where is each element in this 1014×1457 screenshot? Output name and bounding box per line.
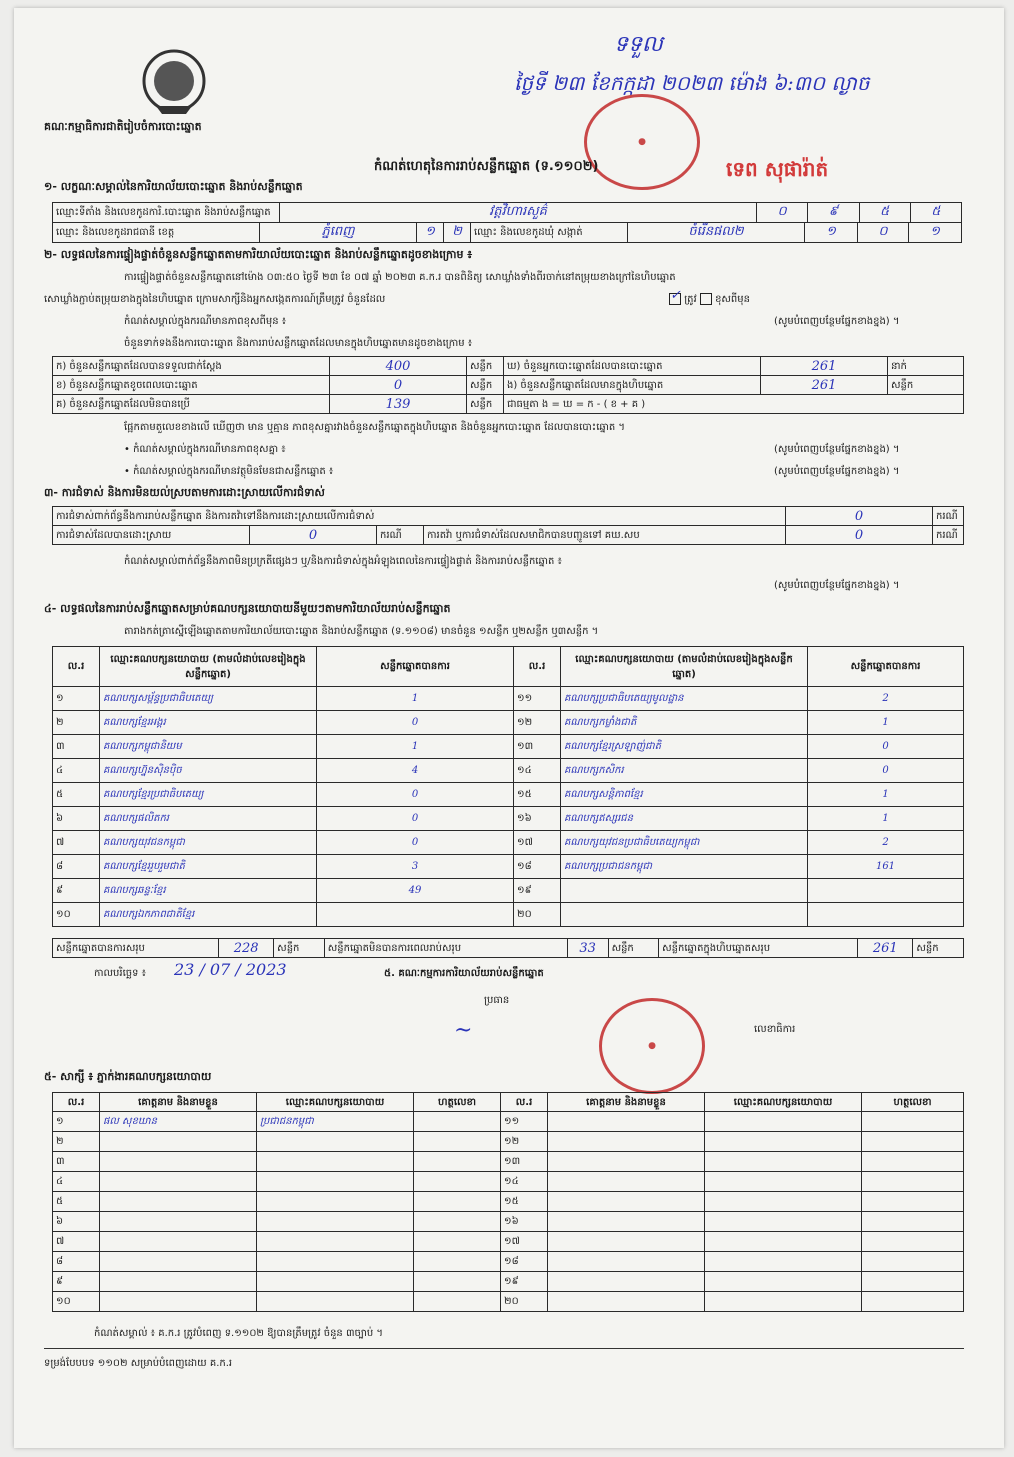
results-right-no: ១២ bbox=[514, 711, 561, 735]
witness-left-sign bbox=[414, 1112, 501, 1132]
witness-col-party-right: ឈ្មោះគណបក្សនយោបាយ bbox=[705, 1093, 862, 1112]
results-right-no: ១៣ bbox=[514, 735, 561, 759]
form-note: ទម្រង់បែបបទ ១១០២ សម្រាប់បំពេញដោយ គ.ក.រ bbox=[44, 1358, 233, 1369]
results-left-no: ៦ bbox=[53, 807, 100, 831]
row1-code-3: ៥ bbox=[859, 203, 910, 223]
witness-right-name bbox=[548, 1292, 705, 1312]
row1-value: វត្តវិហារសួគ៌ bbox=[280, 203, 757, 223]
results-right-party: គណបក្សកសិករ bbox=[561, 759, 808, 783]
witness-left-party bbox=[257, 1172, 414, 1192]
row1-code-2: ៩ bbox=[808, 203, 859, 223]
witness-left-sign bbox=[414, 1232, 501, 1252]
witness-col-sign-right: ហត្ថលេខា bbox=[862, 1093, 964, 1112]
witness-left-sign bbox=[414, 1152, 501, 1172]
results-row bbox=[53, 831, 964, 855]
count-d-value: 261 bbox=[761, 357, 888, 376]
footnote: កំណត់សម្គាល់ ៖ គ.ក.រ ត្រូវបំពេញ ទ.១១០២ ឱ្យបានត្រឹមត្រូវ ចំនួន ៣ច្បាប់ ។ bbox=[94, 1328, 383, 1339]
witness-right-sign bbox=[862, 1232, 964, 1252]
results-left-party: គណបក្សហ្វ៊ុនស៊ិនប៉ិច bbox=[100, 759, 317, 783]
results-left-party: គណបក្សយុវជនកម្ពុជា bbox=[100, 831, 317, 855]
received-by: ទេព សុផារ៉ាត់ bbox=[726, 157, 829, 181]
results-left-party: គណបក្សឯកភាពជាតិខ្មែរ bbox=[100, 903, 317, 927]
chair-label: ប្រធាន bbox=[484, 995, 510, 1006]
witness-row bbox=[53, 1192, 964, 1212]
witness-row bbox=[53, 1112, 964, 1132]
not-ok-checkbox[interactable] bbox=[700, 293, 712, 305]
counts-intro: ចំនួនទាក់ទងនឹងការបោះឆ្នោត និងការរាប់សន្លឹកឆ្នោតដែលមានក្នុងហិបឆ្នោតមានដូចខាងក្រោម ៖ bbox=[124, 338, 473, 349]
witness-right-sign bbox=[862, 1152, 964, 1172]
count-a-unit: សន្លឹក bbox=[467, 357, 504, 376]
results-col-no: ល.រ bbox=[53, 647, 100, 687]
ok-label: ត្រូវ bbox=[684, 294, 697, 305]
ok-checkbox[interactable]: ✓ bbox=[670, 288, 681, 303]
results-left-votes: 0 bbox=[317, 783, 514, 807]
witness-col-party: ឈ្មោះគណបក្សនយោបាយ bbox=[257, 1093, 414, 1112]
received-note: ទទួល bbox=[614, 32, 663, 57]
witness-left-party bbox=[257, 1212, 414, 1232]
objection-r2-label: ការជំទាស់ដែលបានដោះស្រាយ bbox=[53, 526, 250, 545]
objection-r2-label2: ការតវ៉ា ឬការជំទាស់ដែលសមាជិកបានបញ្ជូនទៅ គឃ.សប bbox=[424, 526, 786, 545]
row2-code2-1: ១ bbox=[805, 223, 858, 243]
results-left-votes: 4 bbox=[317, 759, 514, 783]
results-left-party: គណបក្សផលិតករ bbox=[100, 807, 317, 831]
section2-heading: ២- លទ្ធផលនៃការផ្ទៀងផ្ទាត់ចំនួនសន្លឹកឆ្នោតតាមការិយាល័យបោះឆ្នោត និងរាប់សន្លឹកឆ្នោតដូចខាងក្រោម ៖ bbox=[44, 248, 473, 261]
total-valid-label: សន្លឹកឆ្នោតបានការសរុប bbox=[53, 939, 219, 958]
bullet-difference-fill: (សូមបំពេញបន្ថែមផ្នែកខាងខ្នង) ។ bbox=[774, 444, 900, 455]
total-invalid-value: 33 bbox=[567, 939, 608, 958]
results-right-party: គណបក្សប្រជាជនកម្ពុជា bbox=[561, 855, 808, 879]
section4-heading: ៤- លទ្ធផលនៃការរាប់សន្លឹកឆ្នោតសម្រាប់គណបក្សនយោបាយនីមួយៗតាមការិយាល័យរាប់សន្លឹកឆ្នោត bbox=[44, 602, 451, 615]
document-sheet bbox=[14, 8, 1004, 1448]
row2-code2-3: ១ bbox=[909, 223, 962, 243]
witness-left-sign bbox=[414, 1172, 501, 1192]
committee-signoff: ៥. គណៈកម្មការការិយាល័យរាប់សន្លឹកឆ្នោត bbox=[384, 968, 544, 979]
witness-right-sign bbox=[862, 1292, 964, 1312]
witness-table bbox=[52, 1092, 964, 1312]
count-e-unit: សន្លឹក bbox=[888, 376, 964, 395]
row2-code-2: ២ bbox=[444, 223, 471, 243]
results-col-votes: សន្លឹកឆ្នោតបានការ bbox=[317, 647, 514, 687]
witness-right-sign bbox=[862, 1212, 964, 1232]
witness-right-name bbox=[548, 1152, 705, 1172]
witness-right-name bbox=[548, 1192, 705, 1212]
totals-table bbox=[52, 938, 964, 958]
received-stamp: ● bbox=[584, 94, 700, 190]
results-row bbox=[53, 903, 964, 927]
witness-left-party bbox=[257, 1152, 414, 1172]
count-c-label: គ) ចំនួនសន្លឹកឆ្នោតដែលមិនបានប្រើ bbox=[53, 395, 330, 414]
witness-right-party bbox=[705, 1172, 862, 1192]
committee-name: គណៈកម្មាធិការជាតិរៀបចំការបោះឆ្នោត bbox=[44, 120, 202, 133]
witness-left-no: ១០ bbox=[53, 1292, 100, 1312]
witness-right-party bbox=[705, 1152, 862, 1172]
row2-value2: ចំរើនផល២ bbox=[628, 223, 805, 243]
witness-left-no: ២ bbox=[53, 1132, 100, 1152]
results-right-votes: 2 bbox=[808, 831, 964, 855]
objection-r1-value: 0 bbox=[786, 507, 933, 526]
witness-right-no: ១៩ bbox=[501, 1272, 548, 1292]
count-a-label: ក) ចំនួនសន្លឹកឆ្នោតដែលបានទទួលជាក់ស្តែង bbox=[53, 357, 330, 376]
results-left-votes: 1 bbox=[317, 687, 514, 711]
chair-signature: ~ bbox=[454, 1018, 473, 1043]
witness-right-name bbox=[548, 1232, 705, 1252]
counts-table bbox=[52, 356, 964, 414]
witness-left-no: ៥ bbox=[53, 1192, 100, 1212]
witness-row bbox=[53, 1272, 964, 1292]
objection-r1-unit: ករណី bbox=[933, 507, 964, 526]
results-left-no: ៧ bbox=[53, 831, 100, 855]
witness-row bbox=[53, 1232, 964, 1252]
results-left-no: ៥ bbox=[53, 783, 100, 807]
bullet-difference: • កំណត់សម្គាល់ក្នុងករណីមានភាពខុសគ្នា ៖ bbox=[124, 444, 286, 455]
results-left-votes: 0 bbox=[317, 831, 514, 855]
witness-left-sign bbox=[414, 1192, 501, 1212]
section1-heading: ១- លក្ខណៈសម្គាល់នៃការិយាល័យបោះឆ្នោត និងរាប់សន្លឹកឆ្នោត bbox=[44, 180, 303, 193]
committee-emblem bbox=[134, 46, 214, 116]
total-valid-value: 228 bbox=[219, 939, 274, 958]
section2-intro2: សោឃ្លាំងភ្ជាប់តម្រុយខាងក្នុងនៃហិបឆ្នោត ក្រោមសាក្សីនិងអ្នកសង្កេតការណ៍ត្រឹមត្រូវ ចំនួនដែល bbox=[44, 294, 386, 305]
witness-right-name bbox=[548, 1252, 705, 1272]
total-box-unit: សន្លឹក bbox=[913, 939, 964, 958]
results-right-votes: 1 bbox=[808, 807, 964, 831]
results-col-party: ឈ្មោះគណបក្សនយោបាយ (តាមលំដាប់លេខរៀងក្នុងសន្លឹកឆ្នោត) bbox=[100, 647, 317, 687]
section2-fill-note: (សូមបំពេញបន្ថែមផ្នែកខាងខ្នង) ។ bbox=[774, 316, 900, 327]
bullet-foreign-fill: (សូមបំពេញបន្ថែមផ្នែកខាងខ្នង) ។ bbox=[774, 466, 900, 477]
row1-label: ឈ្មោះទីតាំង និងលេខកូដការិ.បោះឆ្នោត និងរាប់សន្លឹកឆ្នោត bbox=[53, 203, 280, 223]
objection-r2-unit: ករណី bbox=[377, 526, 424, 545]
total-invalid-label: សន្លឹកឆ្នោតមិនបានការពេលរាប់សរុប bbox=[324, 939, 567, 958]
results-left-party: គណបក្សឆន្ទៈខ្មែរ bbox=[100, 879, 317, 903]
witness-left-no: ៨ bbox=[53, 1252, 100, 1272]
row1-code-1: ០ bbox=[757, 203, 808, 223]
results-col-party-right: ឈ្មោះគណបក្សនយោបាយ (តាមលំដាប់លេខរៀងក្នុងសន្លឹកឆ្នោត) bbox=[561, 647, 808, 687]
witness-left-party bbox=[257, 1292, 414, 1312]
witness-row bbox=[53, 1132, 964, 1152]
count-b-value: 0 bbox=[330, 376, 467, 395]
footer-divider bbox=[44, 1348, 964, 1349]
total-valid-unit: សន្លឹក bbox=[274, 939, 325, 958]
witness-right-name bbox=[548, 1212, 705, 1232]
results-right-votes bbox=[808, 903, 964, 927]
witness-left-sign bbox=[414, 1292, 501, 1312]
results-right-votes: 1 bbox=[808, 711, 964, 735]
witness-right-party bbox=[705, 1192, 862, 1212]
results-right-no: ១៥ bbox=[514, 783, 561, 807]
total-box-value: 261 bbox=[858, 939, 913, 958]
results-left-party: គណបក្សកម្ពុជានិយម bbox=[100, 735, 317, 759]
witness-left-no: ៤ bbox=[53, 1172, 100, 1192]
row2-code-1: ១ bbox=[417, 223, 444, 243]
witness-col-name: គោត្តនាម និងនាមខ្លួន bbox=[100, 1093, 257, 1112]
results-row bbox=[53, 879, 964, 903]
results-left-no: ៤ bbox=[53, 759, 100, 783]
witness-left-party bbox=[257, 1272, 414, 1292]
objection-r1-label: ការជំទាស់ពាក់ព័ន្ធនឹងការរាប់សន្លឹកឆ្នោត និងការតវ៉ាទៅនឹងការដោះស្រាយលើការជំទាស់ bbox=[53, 507, 786, 526]
section1-table bbox=[52, 202, 962, 223]
row2-label: ឈ្មោះ និងលេខកូដរាជធានី ខេត្ត bbox=[53, 223, 260, 243]
results-left-party: គណបក្សខ្មែរប្រជាធិបតេយ្យ bbox=[100, 783, 317, 807]
section3-note: កំណត់សម្គាល់ពាក់ព័ន្ធនឹងភាពមិនប្រក្រតីផ្សេងៗ ឬ/និងការជំទាស់ក្នុងអំឡុងពេលនៃការផ្ទៀងផ្ទាត់ និងការរាប់សន្លឹកឆ្នោត ៖ bbox=[124, 556, 562, 567]
total-invalid-unit: សន្លឹក bbox=[608, 939, 659, 958]
results-left-votes bbox=[317, 903, 514, 927]
results-left-no: ៨ bbox=[53, 855, 100, 879]
results-left-no: ៩ bbox=[53, 879, 100, 903]
section1-table-row2 bbox=[52, 222, 962, 243]
witness-row bbox=[53, 1292, 964, 1312]
witness-left-name bbox=[100, 1172, 257, 1192]
witness-left-no: ៣ bbox=[53, 1152, 100, 1172]
results-left-votes: 0 bbox=[317, 807, 514, 831]
count-b-unit: សន្លឹក bbox=[467, 376, 504, 395]
witness-right-name bbox=[548, 1172, 705, 1192]
count-c-value: 139 bbox=[330, 395, 467, 414]
results-row bbox=[53, 807, 964, 831]
witness-right-sign bbox=[862, 1252, 964, 1272]
results-left-party: គណបក្សខ្មែរអង្គរ bbox=[100, 711, 317, 735]
witness-right-name bbox=[548, 1132, 705, 1152]
witness-left-name bbox=[100, 1292, 257, 1312]
witness-left-name bbox=[100, 1252, 257, 1272]
objection-r2-unit2: ករណី bbox=[933, 526, 964, 545]
count-a-value: 400 bbox=[330, 357, 467, 376]
row2-value: ភ្នំពេញ bbox=[260, 223, 417, 243]
formula: ជាធម្មតា ង = ឃ = ក - ( ខ + គ ) bbox=[504, 395, 964, 414]
witness-left-no: ៩ bbox=[53, 1272, 100, 1292]
witness-right-no: ១៧ bbox=[501, 1232, 548, 1252]
witness-right-no: ១៥ bbox=[501, 1192, 548, 1212]
results-left-votes: 3 bbox=[317, 855, 514, 879]
witness-right-sign bbox=[862, 1112, 964, 1132]
witness-left-name bbox=[100, 1152, 257, 1172]
results-table bbox=[52, 646, 964, 927]
results-col-votes-right: សន្លឹកឆ្នោតបានការ bbox=[808, 647, 964, 687]
witness-row bbox=[53, 1212, 964, 1232]
count-b-label: ខ) ចំនួនសន្លឹកឆ្នោតខូចពេលបោះឆ្នោត bbox=[53, 376, 330, 395]
witness-left-party bbox=[257, 1252, 414, 1272]
witness-left-party bbox=[257, 1192, 414, 1212]
results-right-party: គណបក្សឥស្សរជន bbox=[561, 807, 808, 831]
results-left-votes: 0 bbox=[317, 711, 514, 735]
results-left-no: ១០ bbox=[53, 903, 100, 927]
witness-right-no: ១៤ bbox=[501, 1172, 548, 1192]
results-row bbox=[53, 711, 964, 735]
results-right-votes: 0 bbox=[808, 735, 964, 759]
witness-left-name: ផល សុខឃាន bbox=[100, 1112, 257, 1132]
witness-right-party bbox=[705, 1132, 862, 1152]
results-left-no: ១ bbox=[53, 687, 100, 711]
witness-left-party: ប្រជាជនកម្ពុជា bbox=[257, 1112, 414, 1132]
witness-right-sign bbox=[862, 1272, 964, 1292]
row2-label2: ឈ្មោះ និងលេខកូដឃុំ សង្កាត់ bbox=[471, 223, 628, 243]
section3-heading: ៣- ការជំទាស់ និងការមិនយល់ស្របតាមការដោះស្រាយលើការជំទាស់ bbox=[44, 486, 325, 499]
results-left-votes: 1 bbox=[317, 735, 514, 759]
witness-right-no: ១៦ bbox=[501, 1212, 548, 1232]
results-right-votes: 161 bbox=[808, 855, 964, 879]
witness-left-name bbox=[100, 1132, 257, 1152]
witness-right-party bbox=[705, 1252, 862, 1272]
results-right-no: ១៦ bbox=[514, 807, 561, 831]
ok-checkbox-group bbox=[669, 288, 750, 307]
witness-right-no: ២០ bbox=[501, 1292, 548, 1312]
section4-subline: តារាងកត់ត្រាស្នើឡើងឆ្នោតតាមការិយាល័យបោះឆ្នោត និងរាប់សន្លឹកឆ្នោត (ទ.១១០៨) មានចំនួន ១សន្លឹក ឬ២សន្លឹក ឬ៣សន្លឹក ។ bbox=[124, 626, 599, 637]
objection-r2-value: 0 bbox=[250, 526, 377, 545]
witness-left-sign bbox=[414, 1132, 501, 1152]
count-e-label: ង) ចំនួនសន្លឹកឆ្នោតដែលមានក្នុងហិបឆ្នោត bbox=[504, 376, 761, 395]
results-row bbox=[53, 687, 964, 711]
results-right-party: គណបក្សខ្មែរស្រឡាញ់ជាតិ bbox=[561, 735, 808, 759]
witness-left-name bbox=[100, 1212, 257, 1232]
witness-col-no: ល.រ bbox=[53, 1093, 100, 1112]
date-label: កាលបរិច្ឆេទ ៖ bbox=[94, 968, 147, 979]
witness-right-party bbox=[705, 1232, 862, 1252]
witness-right-name bbox=[548, 1112, 705, 1132]
witness-right-no: ១២ bbox=[501, 1132, 548, 1152]
results-right-votes: 1 bbox=[808, 783, 964, 807]
results-row bbox=[53, 855, 964, 879]
count-d-unit: នាក់ bbox=[888, 357, 964, 376]
witness-left-no: ៦ bbox=[53, 1212, 100, 1232]
witness-right-party bbox=[705, 1272, 862, 1292]
objection-r2-value2: 0 bbox=[786, 526, 933, 545]
results-right-no: ១៨ bbox=[514, 855, 561, 879]
results-left-no: ២ bbox=[53, 711, 100, 735]
results-right-votes bbox=[808, 879, 964, 903]
witness-left-name bbox=[100, 1272, 257, 1292]
witness-right-sign bbox=[862, 1172, 964, 1192]
results-right-votes: 0 bbox=[808, 759, 964, 783]
witness-right-no: ១៣ bbox=[501, 1152, 548, 1172]
results-right-votes: 2 bbox=[808, 687, 964, 711]
witness-right-name bbox=[548, 1272, 705, 1292]
secretary-label: លេខាធិការ bbox=[754, 1024, 796, 1035]
results-right-party: គណបក្សប្រជាធិបតេយ្យមូលដ្ឋាន bbox=[561, 687, 808, 711]
results-row bbox=[53, 783, 964, 807]
received-time: ថ្ងៃទី ២៣ ខែកក្កដា ២០២៣ ម៉ោង ៦:៣០ ល្ងាច bbox=[514, 71, 870, 95]
witness-right-party bbox=[705, 1212, 862, 1232]
date-value: 23 / 07 / 2023 bbox=[174, 960, 287, 979]
results-right-party: គណបក្សកម្លាំងជាតិ bbox=[561, 711, 808, 735]
results-left-no: ៣ bbox=[53, 735, 100, 759]
witness-right-sign bbox=[862, 1192, 964, 1212]
witness-right-no: ១១ bbox=[501, 1112, 548, 1132]
witness-left-sign bbox=[414, 1272, 501, 1292]
results-right-party: គណបក្សសន្តិភាពខ្មែរ bbox=[561, 783, 808, 807]
results-right-party bbox=[561, 903, 808, 927]
witness-left-sign bbox=[414, 1212, 501, 1232]
witness-right-party bbox=[705, 1112, 862, 1132]
results-right-party bbox=[561, 879, 808, 903]
results-row bbox=[53, 735, 964, 759]
witness-row bbox=[53, 1152, 964, 1172]
results-col-no-right: ល.រ bbox=[514, 647, 561, 687]
witness-right-no: ១៨ bbox=[501, 1252, 548, 1272]
witness-right-party bbox=[705, 1292, 862, 1312]
objections-table bbox=[52, 506, 964, 545]
witness-col-name-right: គោត្តនាម និងនាមខ្លួន bbox=[548, 1093, 705, 1112]
results-left-votes: 49 bbox=[317, 879, 514, 903]
row1-code-4: ៥ bbox=[910, 203, 961, 223]
committee-stamp: ● bbox=[599, 998, 705, 1094]
witness-left-party bbox=[257, 1232, 414, 1252]
count-e-value: 261 bbox=[761, 376, 888, 395]
witness-right-sign bbox=[862, 1132, 964, 1152]
section2-note-label: កំណត់សម្គាល់ក្នុងករណីមានភាពខុសពីមុន ៖ bbox=[124, 316, 287, 327]
row2-code2-2: ០ bbox=[857, 223, 908, 243]
witness-left-no: ១ bbox=[53, 1112, 100, 1132]
witness-left-sign bbox=[414, 1252, 501, 1272]
count-c-unit: សន្លឹក bbox=[467, 395, 504, 414]
results-left-party: គណបក្សសម្ព័ន្ធប្រជាធិបតេយ្យ bbox=[100, 687, 317, 711]
section5-heading: ៥- សាក្សី ៖ ភ្នាក់ងារគណបក្សនយោបាយ bbox=[44, 1070, 212, 1083]
difference-check: ផ្អែកតាមតួលេខខាងលើ ឃើញថា មាន ឬគ្មាន ភាពខុសគ្នារវាងចំនួនសន្លឹកឆ្នោតក្នុងហិបឆ្នោត និងចំនួនអ្នកបោះឆ្នោត ដែលបានបោះឆ្នោត ។ bbox=[124, 422, 626, 433]
count-d-label: ឃ) ចំនួនអ្នកបោះឆ្នោតដែលបានបោះឆ្នោត bbox=[504, 357, 761, 376]
bullet-foreign-object: • កំណត់សម្គាល់ក្នុងករណីមានវត្ថុមិនមែនជាសន្លឹកឆ្នោត ៖ bbox=[124, 466, 334, 477]
form-title: កំណត់ហេតុនៃការរាប់សន្លឹកឆ្នោត (ទ.១១០២) bbox=[374, 159, 599, 174]
witness-row bbox=[53, 1172, 964, 1192]
witness-left-no: ៧ bbox=[53, 1232, 100, 1252]
witness-col-no-right: ល.រ bbox=[501, 1093, 548, 1112]
results-row bbox=[53, 759, 964, 783]
results-right-no: ១៧ bbox=[514, 831, 561, 855]
section3-fill-note: (សូមបំពេញបន្ថែមផ្នែកខាងខ្នង) ។ bbox=[774, 580, 900, 591]
witness-row bbox=[53, 1252, 964, 1272]
section2-intro: ការផ្ទៀងផ្ទាត់ចំនួនសន្លឹកឆ្នោតនៅម៉ោង ០៣:៥០ ថ្ងៃទី ២៣ ខែ ០៧ ឆ្នាំ ២០២៣ គ.ក.រ បានពិនិត្យ សោឃ្លាំងទាំងពីរចាក់នៅតម្រុយខាងក្រៅនៃហិបឆ្នោត bbox=[124, 272, 676, 283]
results-right-party: គណបក្សយុវជនប្រជាធិបតេយ្យកម្ពុជា bbox=[561, 831, 808, 855]
not-ok-label: ខុសពីមុន bbox=[715, 294, 750, 305]
results-right-no: ១៩ bbox=[514, 879, 561, 903]
results-right-no: ២០ bbox=[514, 903, 561, 927]
witness-left-party bbox=[257, 1132, 414, 1152]
results-right-no: ១៤ bbox=[514, 759, 561, 783]
results-left-party: គណបក្សខ្មែររួបរួមជាតិ bbox=[100, 855, 317, 879]
results-right-no: ១១ bbox=[514, 687, 561, 711]
total-box-label: សន្លឹកឆ្នោតក្នុងហិបឆ្នោតសរុប bbox=[659, 939, 858, 958]
witness-col-sign: ហត្ថលេខា bbox=[414, 1093, 501, 1112]
witness-left-name bbox=[100, 1192, 257, 1212]
witness-left-name bbox=[100, 1232, 257, 1252]
